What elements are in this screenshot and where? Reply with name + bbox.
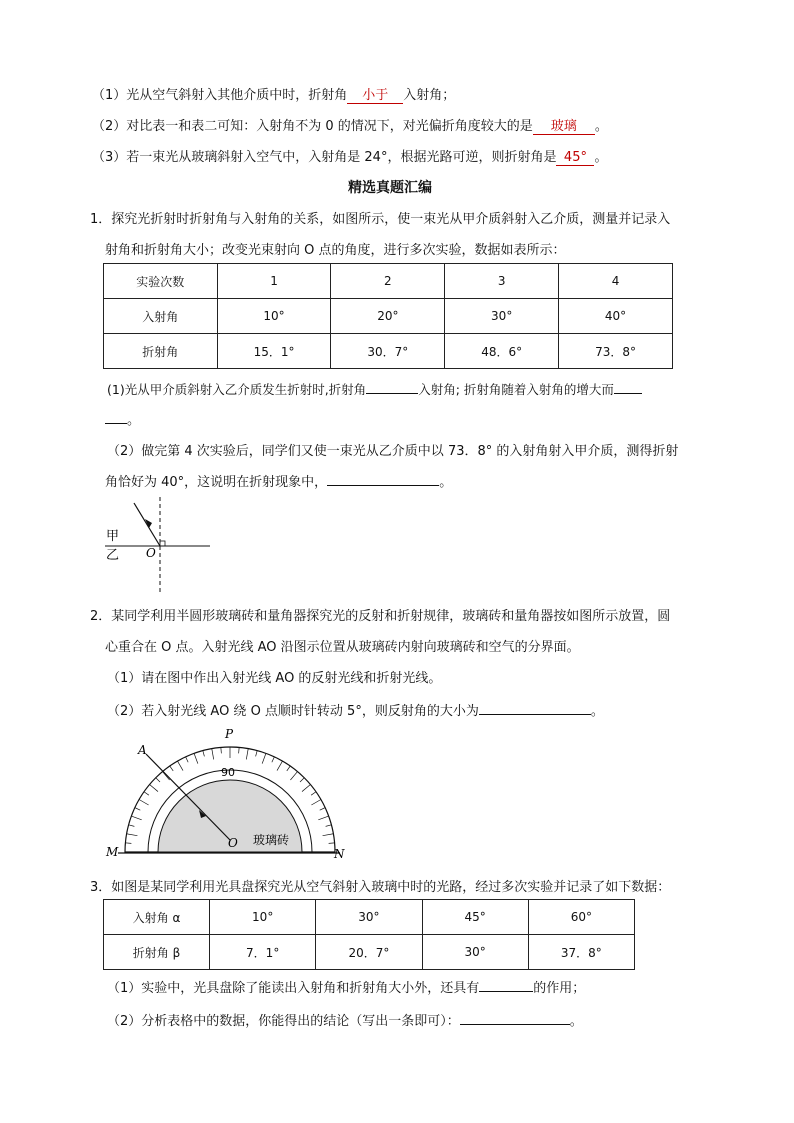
table-cell: 实验次数 [104, 264, 218, 299]
p2-line2: 心重合在 O 点。入射光线 AO 沿图示位置从玻璃砖内射向玻璃砖和空气的分界面。 [105, 640, 580, 655]
blank[interactable] [105, 411, 127, 424]
p2-sub1: （1）请在图中作出入射光线 AO 的反射光线和折射光线。 [107, 671, 442, 686]
table-cell: 4 [559, 264, 673, 299]
label-90: 90 [221, 766, 235, 779]
label-glass: 玻璃砖 [253, 833, 290, 847]
table-cell: 入射角 [104, 299, 218, 334]
table-cell: 2 [331, 264, 445, 299]
section-title: 精选真题汇编 [348, 180, 432, 196]
table-cell: 30° [445, 299, 559, 334]
p1-sub2: （2）做完第 4 次实验后，同学们又使一束光从乙介质中以 73．8° 的入射角射入甲介质，测得折射 [107, 444, 679, 459]
blank[interactable] [366, 381, 418, 394]
top-q1: （1）光从空气斜射入其他介质中时，折射角 小于 入射角； [92, 88, 456, 103]
label-m: M [106, 845, 119, 859]
label-bottom: 乙 [106, 548, 120, 563]
p1-table [103, 263, 673, 369]
answer-q1: 小于 [347, 88, 403, 104]
table-cell: 73．8° [559, 334, 673, 369]
table-cell: 30° [316, 900, 422, 935]
table-cell: 40° [559, 299, 673, 334]
top-q3: （3）若一束光从玻璃斜射入空气中，入射角是 24°，根据光路可逆，则折射角是 45° 。 [92, 150, 608, 165]
incident-ray [134, 503, 160, 546]
table-cell: 20．7° [316, 935, 422, 970]
top-q2: （2）对比表一和表二可知：入射角不为 0 的情况下，对光偏折角度较大的是 玻璃 。 [92, 119, 608, 134]
p2-line1: 2．某同学利用半圆形玻璃砖和量角器探究光的反射和折射规律，玻璃砖和量角器按如图所示放置，圆 [90, 609, 671, 624]
p3-line1: 3．如图是某同学利用光具盘探究光从空气斜射入玻璃中时的光路，经过多次实验并记录了如下数据： [90, 880, 671, 895]
blank[interactable] [327, 473, 439, 486]
table-cell: 10° [217, 299, 331, 334]
label-o: O [146, 546, 156, 560]
blank[interactable] [614, 381, 642, 394]
label-top: 甲 [106, 529, 120, 544]
table-cell: 20° [331, 299, 445, 334]
table-cell: 60° [528, 900, 634, 935]
answer-q2: 玻璃 [533, 119, 595, 135]
p3-sub1: （1）实验中，光具盘除了能读出入射角和折射角大小外，还具有 的作用； [107, 981, 586, 996]
p1-sub1: (1)光从甲介质斜射入乙介质发生折射时,折射角 入射角; 折射角随着入射角的增大而 [107, 380, 642, 398]
p3-table [103, 899, 635, 970]
table-cell: 折射角 [104, 334, 218, 369]
table-cell: 30．7° [331, 334, 445, 369]
table-cell: 7．1° [210, 935, 316, 970]
right-angle-mark [160, 541, 165, 546]
p2-figure [100, 722, 360, 864]
table-cell: 48．6° [445, 334, 559, 369]
p1-sub1-cont: 。 [105, 409, 140, 428]
table-cell: 入射角 α [104, 900, 210, 935]
label-p: P [225, 727, 234, 741]
label-o: O [228, 836, 238, 850]
p3-sub2: （2）分析表格中的数据，你能得出的结论（写出一条即可）： 。 [107, 1014, 583, 1029]
blank[interactable] [479, 702, 591, 715]
p1-line1: 1．探究光折射时折射角与入射角的关系，如图所示，使一束光从甲介质斜射入乙介质，测量并记录入 [90, 212, 671, 227]
blank[interactable] [460, 1012, 570, 1025]
table-cell: 折射角 β [104, 935, 210, 970]
table-cell: 10° [210, 900, 316, 935]
p1-line2: 射角和折射角大小；改变光束射向 O 点的角度，进行多次实验，数据如表所示： [105, 243, 566, 258]
table-cell: 37．8° [528, 935, 634, 970]
label-a: A [138, 743, 147, 757]
p1-figure [100, 495, 215, 595]
p1-sub2-cont: 角恰好为 40°，这说明在折射现象中， 。 [105, 475, 453, 490]
answer-q3: 45° [556, 150, 594, 166]
table-cell: 1 [217, 264, 331, 299]
label-n: N [334, 847, 345, 861]
p2-sub2: （2）若入射光线 AO 绕 O 点顺时针转动 5°，则反射角的大小为 。 [107, 704, 604, 719]
table-cell: 30° [422, 935, 528, 970]
table-cell: 3 [445, 264, 559, 299]
blank[interactable] [479, 979, 533, 992]
table-cell: 45° [422, 900, 528, 935]
table-cell: 15．1° [217, 334, 331, 369]
